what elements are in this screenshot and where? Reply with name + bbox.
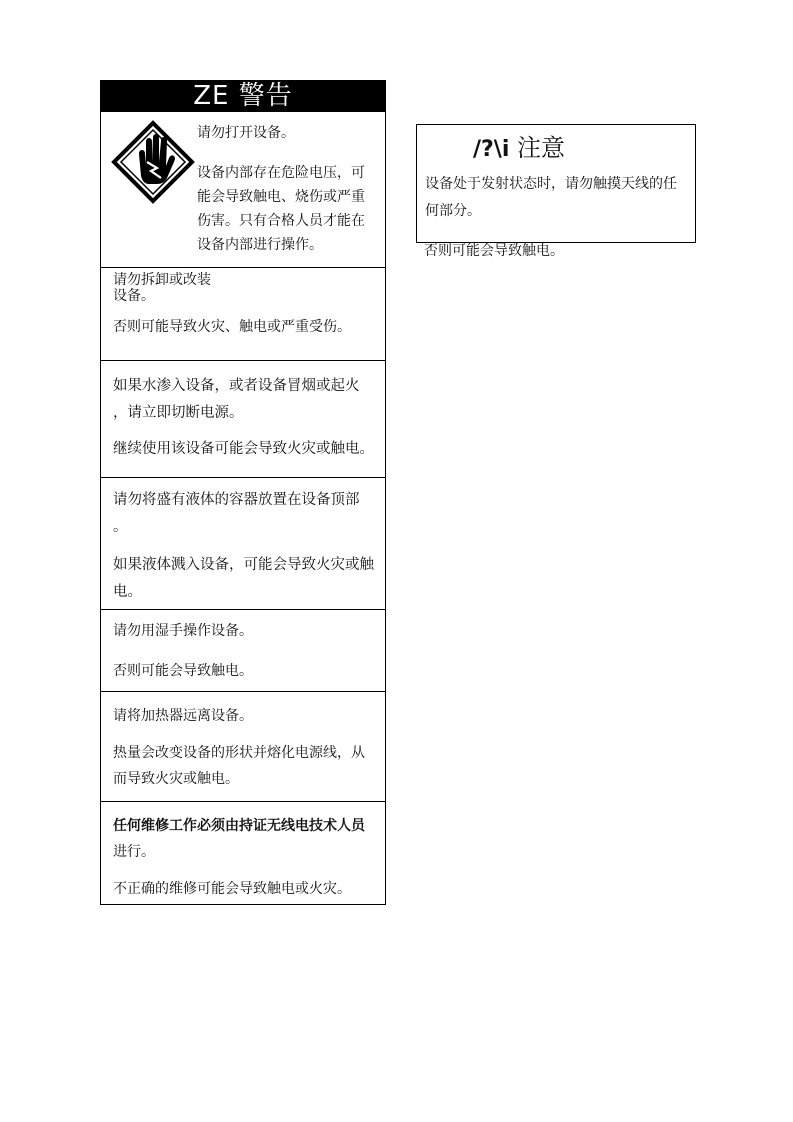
warning-consequence-line: 如果液体溅入设备，可能会导致火灾或触 — [113, 557, 374, 573]
warning-header-symbol: ZE — [193, 81, 230, 111]
caution-title: 注意 — [517, 134, 566, 162]
warning-line: 设备内部进行操作。 — [197, 237, 323, 253]
warning-line: 设备内部存在危险电压，可 — [197, 165, 365, 181]
warning-section-repair — [101, 802, 385, 904]
caution-instruction-line: 何部分。 — [425, 203, 481, 219]
warning-consequence: 否则可能会导致触电。 — [113, 663, 253, 679]
warning-instruction: 请勿用湿手操作设备。 — [113, 623, 253, 639]
caution-box — [416, 124, 696, 243]
warning-header-title: 警告 — [238, 81, 293, 111]
warning-instruction — [113, 813, 379, 865]
warning-consequence-line: 而导致火灾或触电。 — [113, 771, 239, 787]
warning-instruction — [113, 272, 379, 304]
caution-icon: /?\i — [473, 137, 510, 162]
warning-section-disassemble — [101, 268, 385, 361]
warning-open-device-text — [197, 121, 381, 257]
warning-instruction-line: 如果水渗入设备，或者设备冒烟或起火 — [113, 378, 360, 394]
warning-box — [100, 80, 386, 905]
warning-consequence: 不正确的维修可能会导致触电或火灾。 — [113, 881, 351, 897]
warning-instruction-line: 进行。 — [113, 844, 155, 860]
warning-instruction-line: 请勿拆卸或改装 — [113, 272, 211, 288]
warning-line: 请勿打开设备。 — [197, 125, 295, 141]
electric-shock-hazard-icon — [111, 120, 195, 204]
caution-instruction-line: 设备处于发射状态时，请勿触摸天线的任 — [425, 176, 677, 192]
warning-section-water-smoke — [101, 361, 385, 478]
warning-instruction-line: 设备。 — [113, 288, 155, 304]
warning-line: 能会导致触电、烧伤或严重 — [197, 189, 365, 205]
warning-instruction-line: 任何维修工作必须由持证无线电技术人员 — [113, 818, 365, 834]
warning-header — [101, 81, 385, 112]
warning-instruction — [113, 373, 379, 427]
warning-instruction-line: 。 — [113, 519, 128, 535]
warning-consequence: 否则可能导致火灾、触电或严重受伤。 — [113, 319, 351, 335]
warning-line: 伤害。只有合格人员才能在 — [197, 213, 365, 229]
warning-instruction: 请将加热器远离设备。 — [113, 708, 253, 724]
warning-instruction-line: ，请立即切断电源。 — [113, 405, 244, 421]
warning-consequence — [113, 740, 379, 792]
warning-instruction — [113, 487, 379, 541]
warning-consequence-line: 热量会改变设备的形状并熔化电源线，从 — [113, 745, 365, 761]
caution-consequence: 否则可能会导致触电。 — [424, 243, 564, 259]
warning-section-heater — [101, 692, 385, 802]
warning-section-wet-hands — [101, 610, 385, 692]
warning-consequence-line: 电。 — [113, 584, 142, 600]
warning-consequence — [113, 552, 379, 606]
warning-section-open-device — [101, 112, 385, 268]
warning-instruction-line: 请勿将盛有液体的容器放置在设备顶部 — [113, 492, 360, 508]
caution-header — [473, 133, 565, 165]
caution-instruction — [425, 171, 691, 225]
warning-consequence: 继续使用该设备可能会导致火灾或触电。 — [113, 441, 374, 457]
warning-section-liquid-container — [101, 478, 385, 610]
